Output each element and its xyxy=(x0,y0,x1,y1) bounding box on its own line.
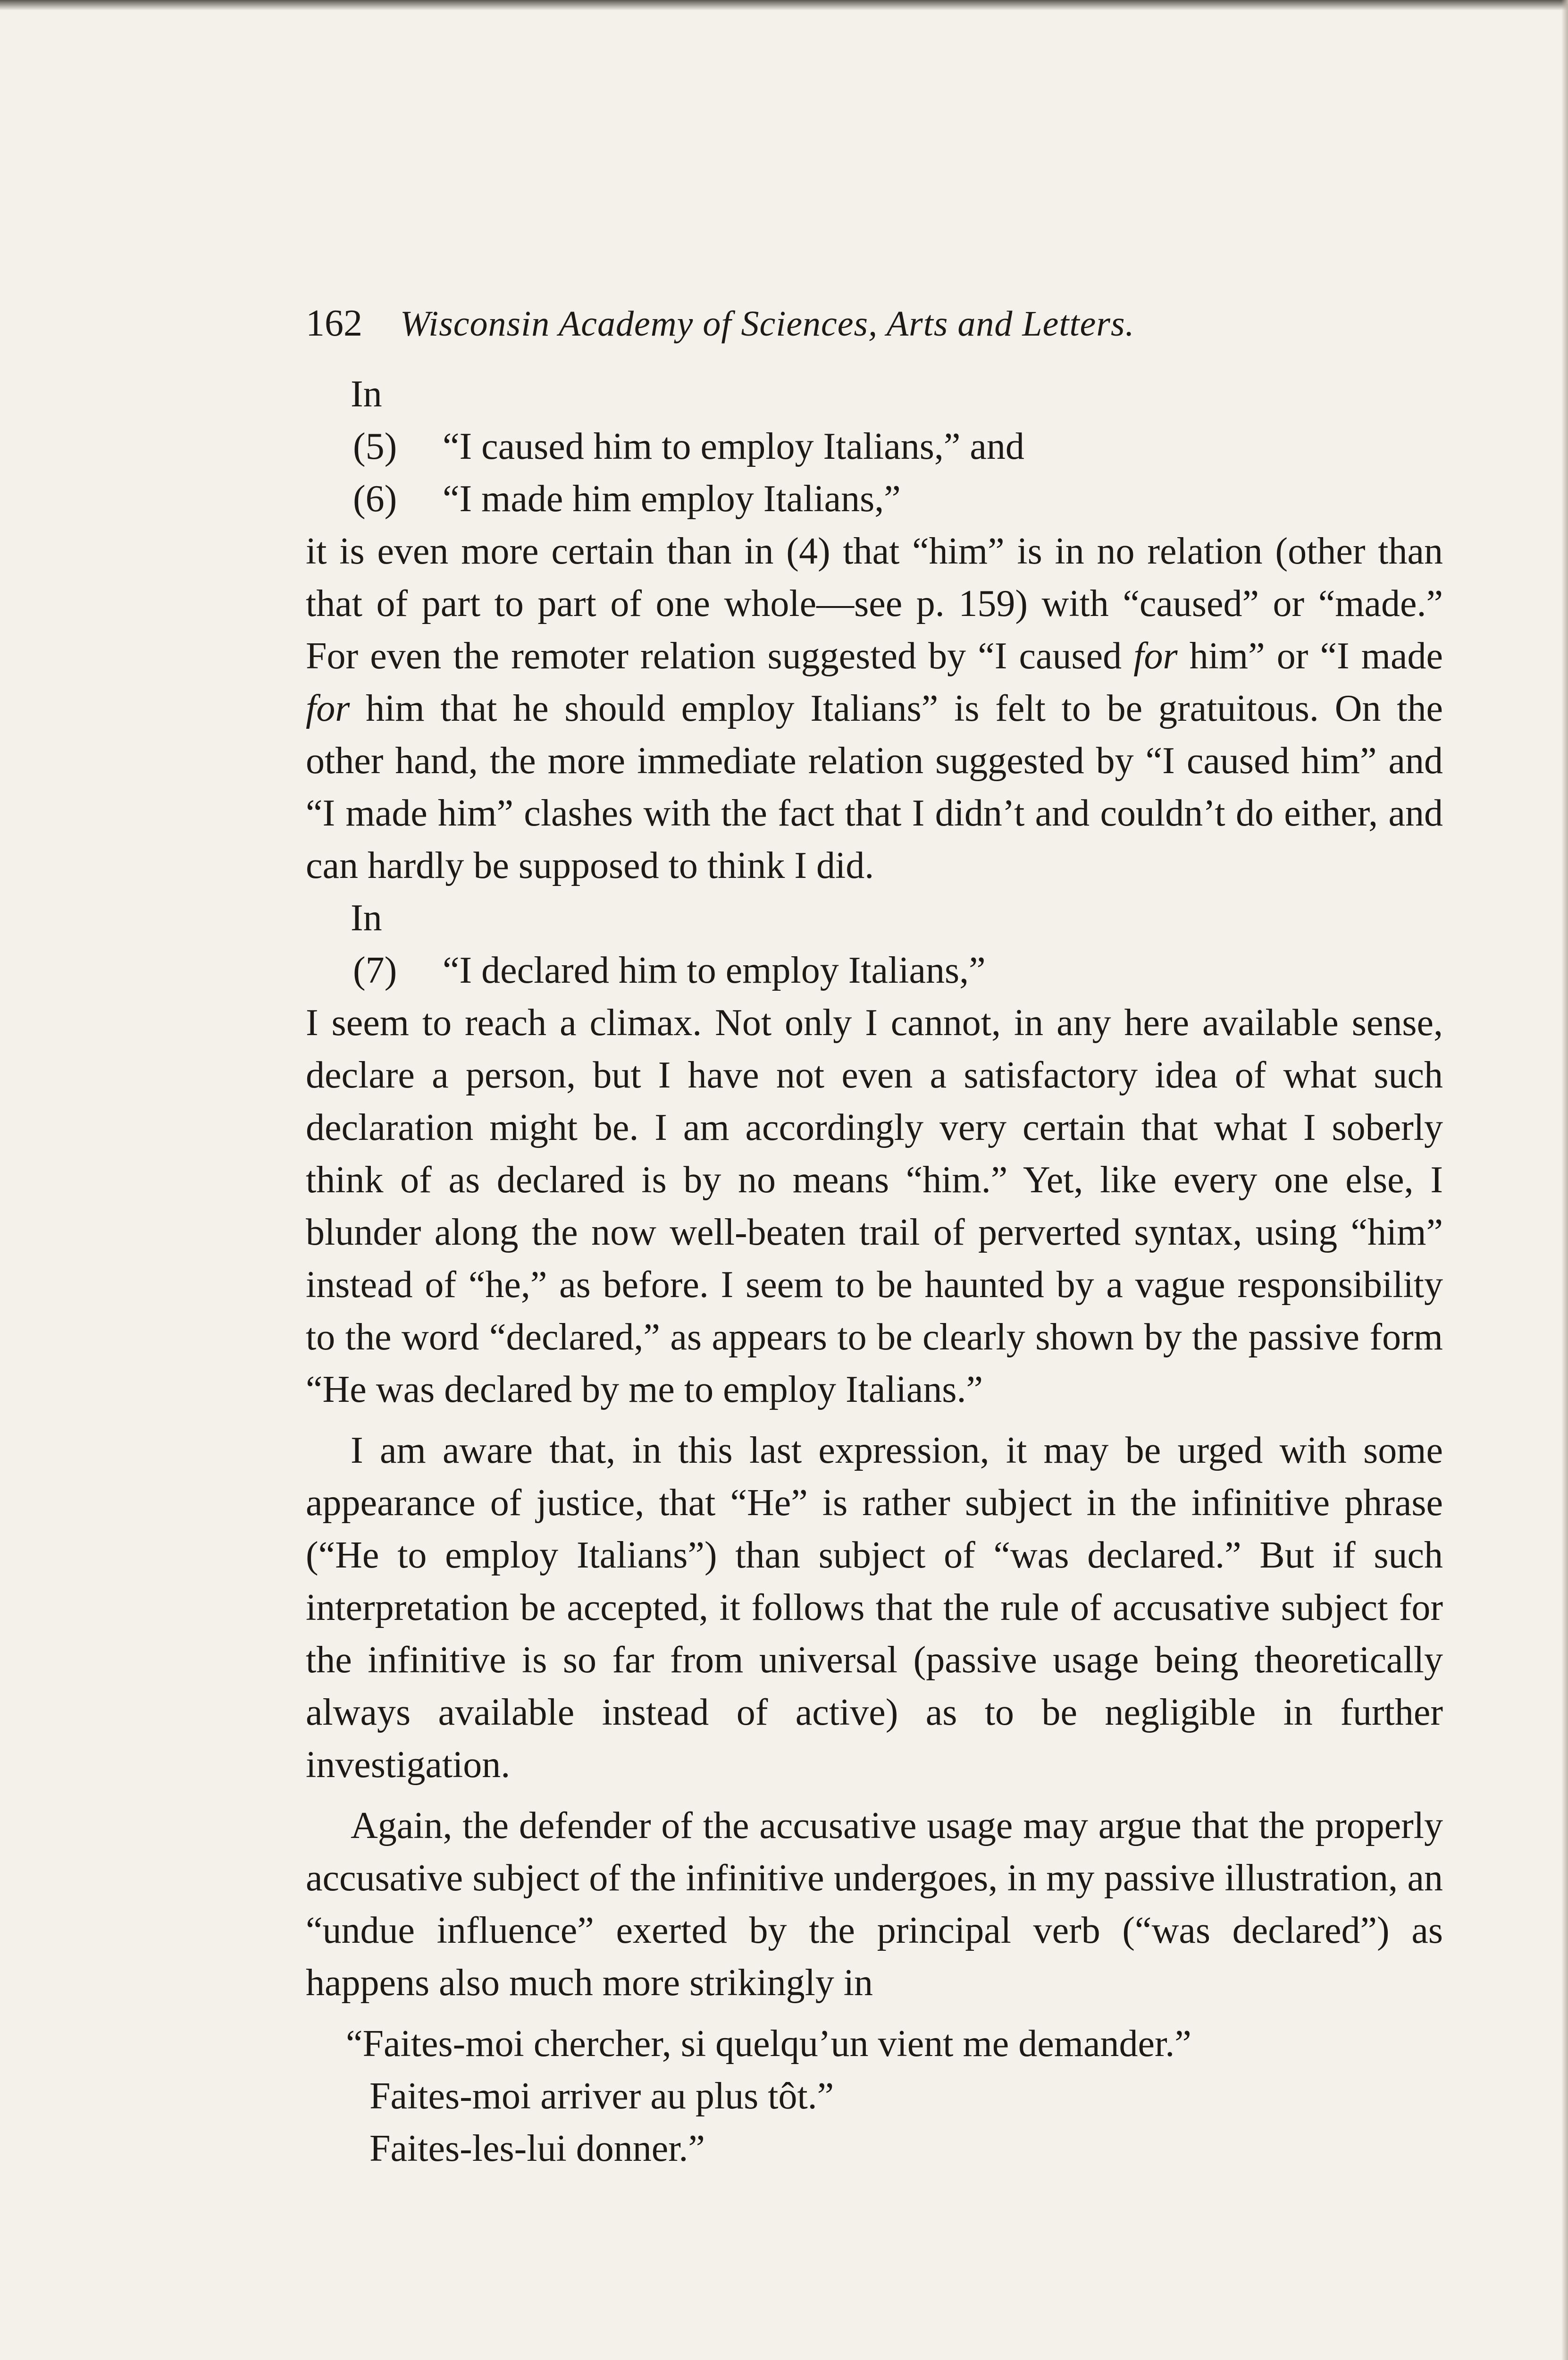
french-example-1: “Faites-moi chercher, si quelqu’un vient me demander.” xyxy=(346,2023,1191,2065)
example-7-text: “I declared him to employ Italians,” xyxy=(443,950,986,991)
french-example-2: Faites-moi arriver au plus tôt.” xyxy=(369,2075,834,2117)
paragraph-2: I seem to reach a climax. Not only I cannot, in any here available sense, declare a person, but I have not even a satisfactory idea of what such declaration might be. I am accordingly very certain that what I soberly think of as declared is by no means “him.” Yet, like every one else, I blunder along the now well-beaten trail of perverted syntax, using “him” instead of “he,” as before. I seem to be haunted by a vague responsibility to the word “declared,” as appears to be clearly shown by the passive form “He was declared by me to employ Italians.” xyxy=(306,1002,1443,1410)
example-6 xyxy=(306,473,1443,525)
italic-for-2: for xyxy=(306,688,350,729)
page-text-block xyxy=(306,288,1443,2175)
page-number: 162 xyxy=(306,303,362,344)
in-line-1: In xyxy=(351,373,382,415)
example-7 xyxy=(306,944,1443,997)
example-6-text: “I made him employ Italians,” xyxy=(443,478,901,520)
paragraph-4: Again, the defender of the accusative usage may argue that the properly accusative subject of the infinitive undergoes, in my passive illustration, an “undue influence” exerted by the principal verb (“was declared”) as happens also much more strikingly in xyxy=(306,1805,1443,2004)
example-6-number: (6) xyxy=(353,478,397,520)
french-example-3: Faites-les-lui donner.” xyxy=(369,2128,705,2169)
italic-for-1: for xyxy=(1133,635,1178,677)
paragraph-1-part-c: him that he should employ Italians” is felt to be gratuitous. On the other hand, the more immediate relation suggested by “I caused him” and “I made him” clashes with the fact that I didn’t and couldn’t do either, and can hardly be supposed to think I did. xyxy=(306,688,1443,886)
example-5 xyxy=(306,421,1443,473)
paragraph-1-part-a: it is even more certain than in (4) that “him” is in no relation (other than that of part to part of one whole—see p. 159) with “caused” or “made.” For even the remoter relation suggested by “I caused xyxy=(306,531,1443,677)
scan-right-edge xyxy=(1561,0,1568,2360)
page-header xyxy=(306,288,1443,368)
example-7-number: (7) xyxy=(353,950,397,991)
paragraph-1-part-b: him” or “I made xyxy=(1177,635,1443,677)
example-5-text: “I caused him to employ Italians,” and xyxy=(443,426,1024,467)
paragraph-1 xyxy=(306,525,1443,892)
scan-top-edge xyxy=(0,0,1568,10)
example-5-number: (5) xyxy=(353,426,397,467)
paragraph-3: I am aware that, in this last expression, it may be urged with some appearance of justice, that “He” is rather subject in the infinitive phrase (“He to employ Italians”) than subject of “was declared.” But if such interpretation be accepted, it follows that the rule of accusative subject for the infinitive is so far from universal (passive usage being theoretically always available instead of active) as to be negligible in further investigation. xyxy=(306,1430,1443,1786)
running-title: Wisconsin Academy of Sciences, Arts and Letters. xyxy=(400,304,1135,344)
in-line-2: In xyxy=(351,897,382,939)
